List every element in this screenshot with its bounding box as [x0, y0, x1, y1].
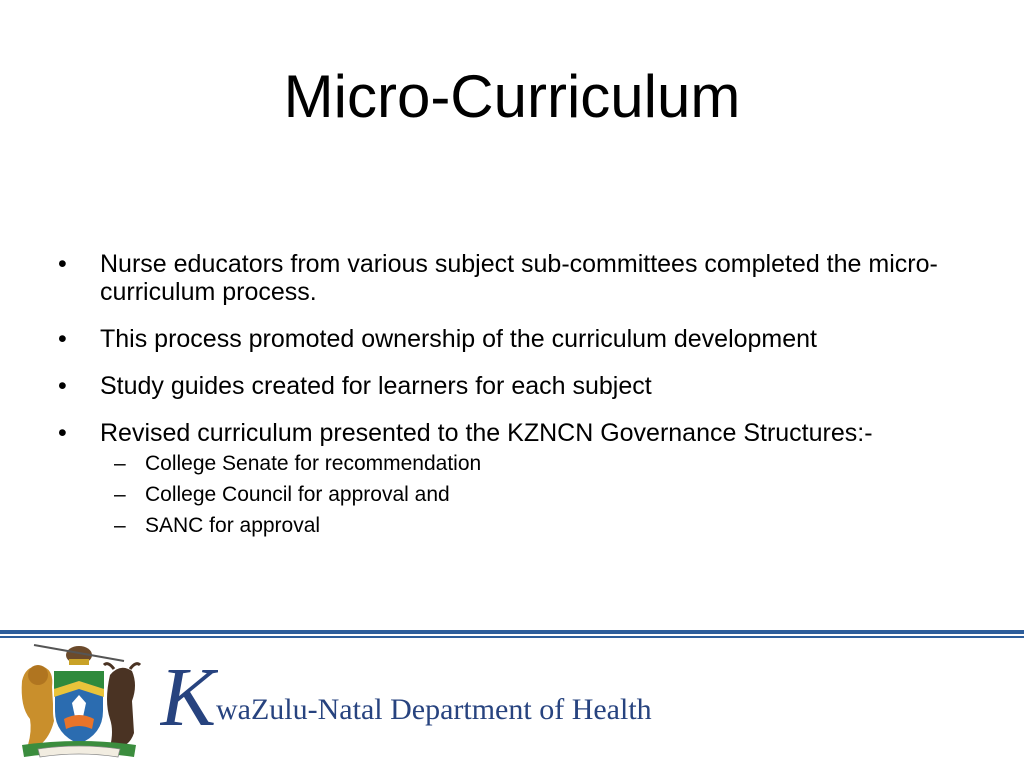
logo-k-glyph: [160, 655, 218, 741]
bullet-text: Nurse educators from various subject sub-committees completed the micro-curriculum process.: [100, 250, 938, 306]
sub-bullet-text: College Senate for recommendation: [145, 452, 482, 475]
bullet-list: [58, 250, 958, 544]
sub-bullet-item: [58, 513, 958, 539]
sub-bullet-item: [58, 451, 958, 477]
footer-divider-thin: [0, 636, 1024, 638]
bullet-item: [58, 419, 958, 447]
department-name: waZulu-Natal Department of Health: [216, 693, 652, 726]
bullet-item: [58, 372, 958, 400]
sub-bullet-text: College Council for approval and: [145, 483, 450, 506]
bullet-text: Revised curriculum presented to the KZNCN Governance Structures:-: [100, 419, 873, 447]
slide-title: Micro-Curriculum: [283, 63, 741, 130]
bullet-item: [58, 250, 958, 306]
footer-divider-thick: [0, 630, 1024, 634]
sub-bullet-item: [58, 482, 958, 508]
coat-of-arms-icon: [14, 641, 144, 763]
bullet-marker: •: [58, 250, 67, 278]
bullet-marker: •: [58, 419, 67, 447]
bullet-marker: •: [58, 325, 67, 353]
bullet-text: Study guides created for learners for each subject: [100, 372, 652, 400]
bullet-item: [58, 325, 958, 353]
bullet-text: This process promoted ownership of the curriculum development: [100, 325, 818, 353]
bullet-marker: •: [58, 372, 67, 400]
logo-initial: K: [160, 655, 217, 741]
sub-bullet-marker: –: [114, 483, 126, 506]
sub-bullet-text: SANC for approval: [145, 514, 321, 537]
sub-bullet-marker: –: [114, 452, 126, 475]
sub-bullet-marker: –: [114, 514, 126, 537]
